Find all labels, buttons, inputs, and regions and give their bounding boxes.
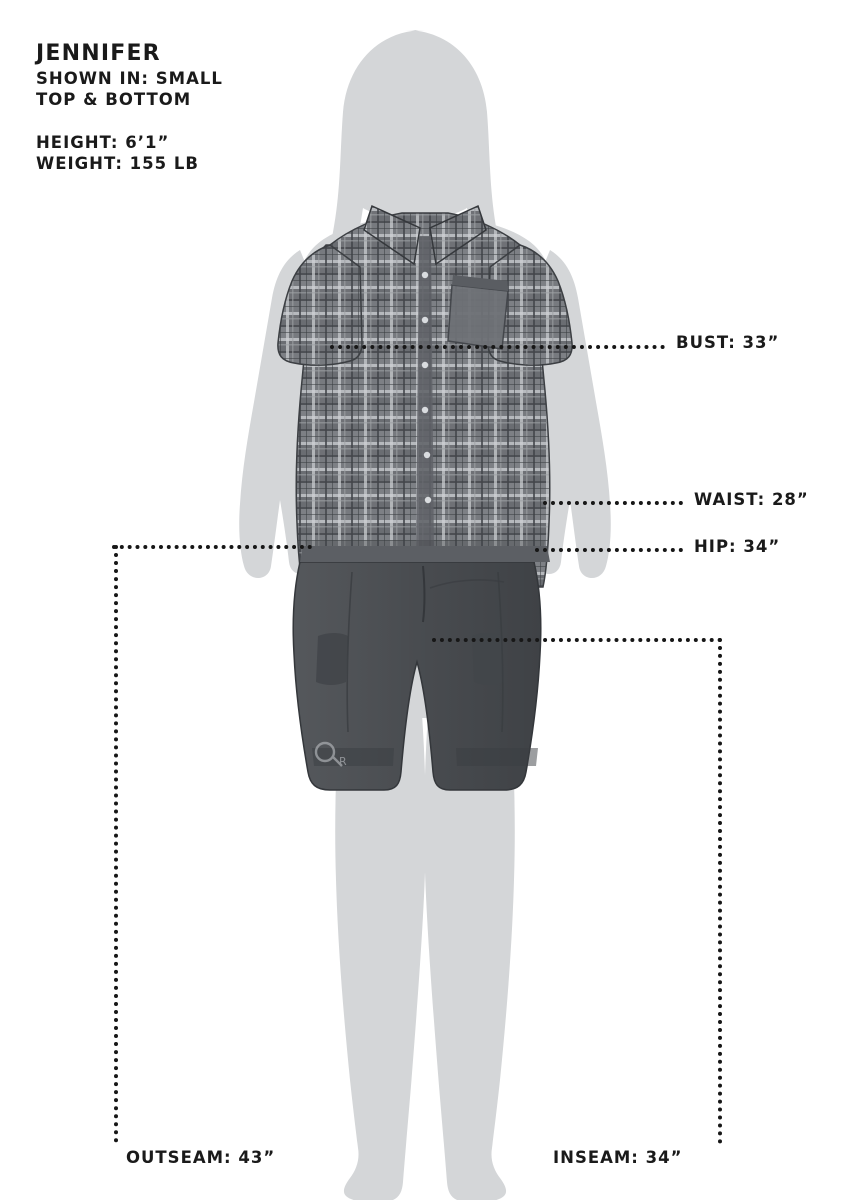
outseam-leader-vertical bbox=[114, 545, 118, 1143]
bust-leader-line bbox=[330, 345, 665, 349]
inseam-measurement-label: INSEAM: 34” bbox=[553, 1148, 683, 1167]
hip-leader-line bbox=[535, 548, 683, 552]
model-height: HEIGHT: 6’1” bbox=[36, 132, 170, 152]
model-shown-in-line1: SHOWN IN: SMALL bbox=[36, 68, 223, 88]
waist-leader-line bbox=[543, 501, 683, 505]
inseam-leader-vertical bbox=[718, 638, 722, 1144]
outseam-measurement-label: OUTSEAM: 43” bbox=[126, 1148, 276, 1167]
waist-measurement-label: WAIST: 28” bbox=[694, 490, 809, 509]
hip-measurement-label: HIP: 34” bbox=[694, 537, 781, 556]
model-name: JENNIFER bbox=[36, 41, 161, 66]
plaid-shirt bbox=[278, 206, 572, 587]
inseam-leader-top bbox=[432, 638, 722, 642]
model-shown-in-line2: TOP & BOTTOM bbox=[36, 89, 192, 109]
svg-text:R: R bbox=[339, 755, 347, 768]
info-spacer bbox=[36, 110, 223, 132]
bust-measurement-label: BUST: 33” bbox=[676, 333, 780, 352]
model-info-block bbox=[36, 42, 223, 174]
model-weight: WEIGHT: 155 LB bbox=[36, 153, 199, 173]
outseam-leader-top bbox=[112, 545, 312, 549]
